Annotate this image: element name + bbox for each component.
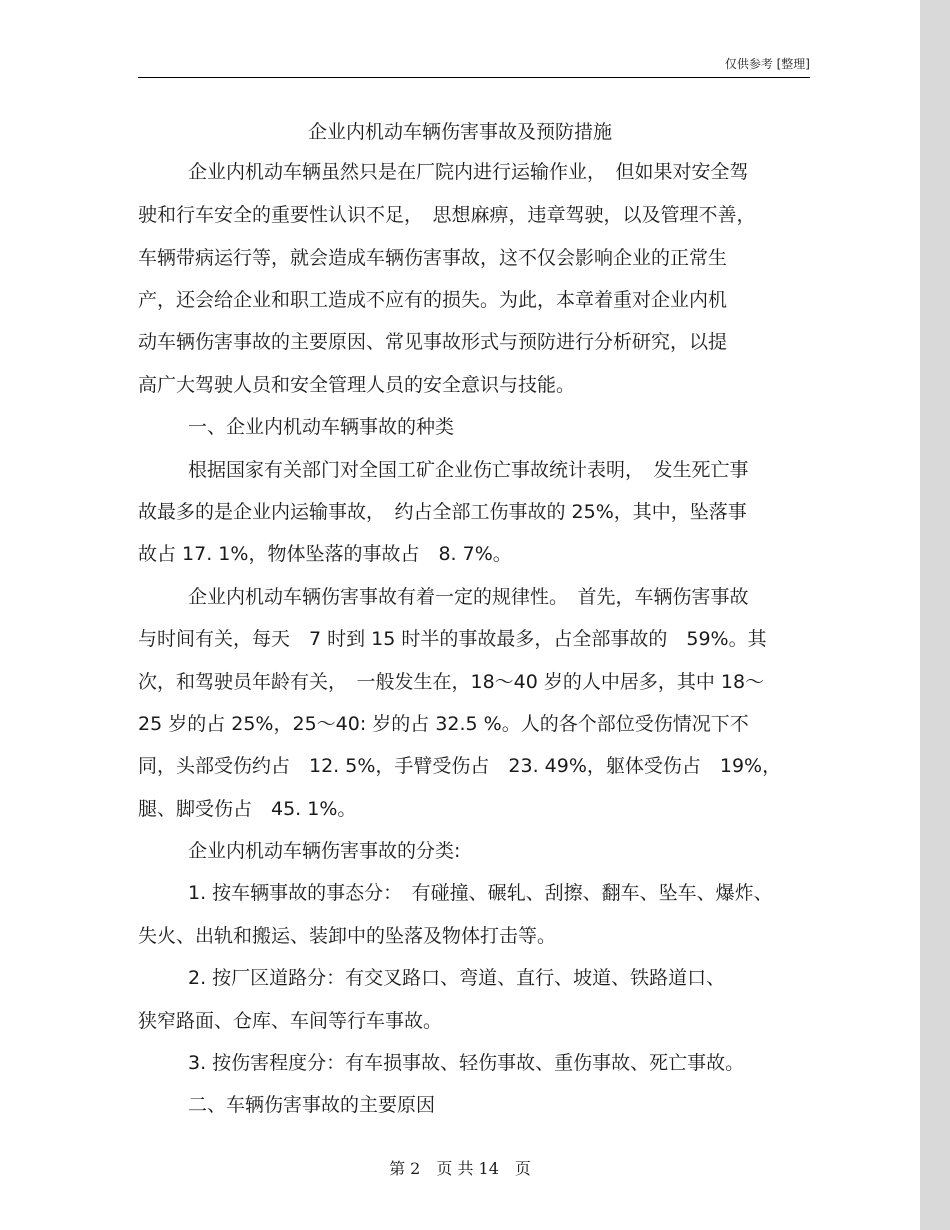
section-heading: 一、企业内机动车辆事故的种类 xyxy=(188,416,455,438)
header-rule xyxy=(138,77,810,78)
section-heading: 二、车辆伤害事故的主要原因 xyxy=(188,1094,436,1116)
body-line: 产，还会给企业和职工造成不应有的损失。为此，本章着重对企业内机 xyxy=(138,289,728,311)
body-line: 驶和行车安全的重要性认识不足， 思想麻痹，违章驾驶，以及管理不善， xyxy=(138,204,756,226)
body-line: 25 岁的占 25%，25～40: 岁的占 32.5 %。人的各个部位受伤情况下不 xyxy=(138,713,749,735)
list-item: 狭窄路面、仓库、车间等行车事故。 xyxy=(138,1010,443,1032)
list-item: 3. 按伤害程度分：有车损事故、轻伤事故、重伤事故、死亡事故。 xyxy=(188,1052,745,1074)
list-item: 失火、出轨和搬运、装卸中的坠落及物体打击等。 xyxy=(138,925,557,947)
body-line: 故最多的是企业内运输事故， 约占全部工伤事故的 25%，其中，坠落事 xyxy=(138,501,747,523)
page-header: 仅供参考 [整理] xyxy=(724,57,810,71)
body-line: 企业内机动车辆伤害事故有着一定的规律性。 首先，车辆伤害事故 xyxy=(188,586,749,608)
body-line: 动车辆伤害事故的主要原因、常见事故形式与预防进行分析研究，以提 xyxy=(138,331,728,353)
body-line: 高广大驾驶人员和安全管理人员的安全意识与技能。 xyxy=(138,374,576,396)
body-line: 根据国家有关部门对全国工矿企业伤亡事故统计表明， 发生死亡事 xyxy=(188,459,749,481)
body-line: 企业内机动车辆虽然只是在厂院内进行运输作业， 但如果对安全驾 xyxy=(188,161,749,183)
body-line: 车辆带病运行等，就会造成车辆伤害事故，这不仅会影响企业的正常生 xyxy=(138,247,728,269)
body-line: 故占 17. 1%，物体坠落的事故占 8. 7%。 xyxy=(138,543,512,565)
body-line: 与时间有关，每天 7 时到 15 时半的事故最多，占全部事故的 59%。其 xyxy=(138,628,767,650)
page-footer: 第 2 页 共 14 页 xyxy=(389,1159,531,1178)
body-line: 腿、脚受伤占 45. 1%。 xyxy=(138,798,357,820)
body-line: 同，头部受伤约占 12. 5%，手臂受伤占 23. 49%，躯体受伤占 19%， xyxy=(138,755,782,777)
list-item: 1. 按车辆事故的事态分： 有碰撞、碾轧、刮擦、翻车、坠车、爆炸、 xyxy=(188,882,773,904)
list-item: 2. 按厂区道路分：有交叉路口、弯道、直行、坡道、铁路道口、 xyxy=(188,967,726,989)
body-line: 次，和驾驶员年龄有关， 一般发生在，18～40 岁的人中居多，其中 18～ xyxy=(138,671,765,693)
body-line: 企业内机动车辆伤害事故的分类: xyxy=(188,840,461,862)
document-title: 企业内机动车辆伤害事故及预防措施 xyxy=(307,121,612,143)
